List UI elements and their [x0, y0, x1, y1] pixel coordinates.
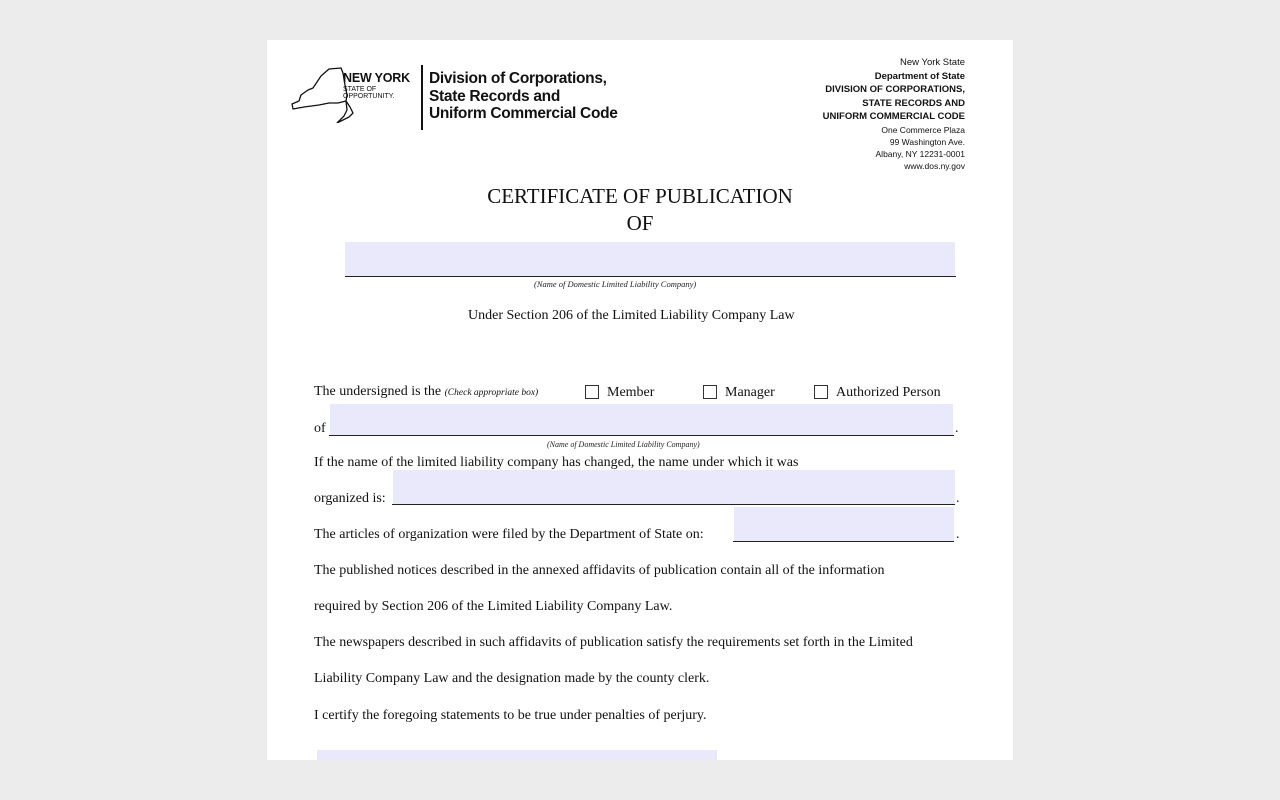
undersigned-text: The undersigned is the	[314, 384, 442, 399]
address-block	[823, 56, 965, 173]
organized-name-input[interactable]	[393, 470, 955, 505]
company-name-caption: (Name of Domestic Limited Liability Company)	[534, 279, 697, 289]
company-name-input[interactable]	[345, 242, 955, 276]
period: .	[956, 491, 960, 506]
agency-line-2: State Records and	[429, 87, 560, 105]
company-name-of-input[interactable]	[330, 404, 953, 435]
address-line: One Commerce Plaza	[881, 124, 965, 135]
period: .	[956, 527, 960, 542]
of-caption: (Name of Domestic Limited Liability Company)	[547, 440, 700, 449]
filed-label: The articles of organization were filed by the Department of State on:	[314, 527, 704, 542]
period: .	[955, 421, 959, 436]
address-line: UNIFORM COMMERCIAL CODE	[822, 111, 965, 122]
address-line: 99 Washington Ave.	[889, 136, 965, 147]
section-reference: Under Section 206 of the Limited Liability Company Law	[468, 308, 795, 323]
filing-date-underline	[733, 541, 954, 542]
filing-date-input[interactable]	[734, 507, 954, 541]
certify-statement: I certify the foregoing statements to be true under penalties of perjury.	[314, 708, 707, 723]
authorized-person-label: Authorized Person	[836, 385, 941, 400]
agency-name	[429, 70, 618, 123]
of-underline	[329, 435, 954, 436]
paragraph-2-line-2: Liability Company Law and the designation made by the county clerk.	[314, 671, 710, 686]
manager-checkbox[interactable]	[703, 385, 717, 399]
address-line: Department of State	[874, 70, 965, 82]
organized-underline	[392, 504, 955, 505]
form-title: CERTIFICATE OF PUBLICATION	[487, 184, 793, 208]
check-hint: (Check appropriate box)	[444, 388, 539, 398]
address-line: DIVISION OF CORPORATIONS,	[825, 84, 965, 95]
website-link[interactable]: www.dos.ny.gov	[904, 161, 965, 172]
form-title-of: OF	[626, 211, 654, 235]
organized-label: organized is:	[314, 491, 386, 506]
address-line: STATE RECORDS AND	[862, 97, 965, 109]
agency-line-1: Division of Corporations,	[429, 70, 607, 87]
logo-state-name: NEW YORK	[343, 71, 410, 85]
logo-divider	[421, 65, 423, 130]
of-label: of	[314, 421, 326, 436]
agency-line-3: Uniform Commercial Code	[429, 105, 618, 122]
company-name-underline	[345, 276, 956, 277]
member-checkbox[interactable]	[585, 385, 599, 399]
paragraph-1-line-2: required by Section 206 of the Limited Liability Company Law.	[314, 599, 673, 614]
address-line: New York State	[900, 57, 965, 68]
manager-label: Manager	[725, 385, 775, 400]
undersigned-label	[314, 384, 538, 401]
authorized-person-checkbox[interactable]	[814, 385, 828, 399]
paragraph-2-line-1: The newspapers described in such affidavits of publication satisfy the requirements set forth in the Limited	[314, 635, 913, 650]
name-changed-text: If the name of the limited liability company has changed, the name under which it was	[314, 455, 799, 470]
member-label: Member	[607, 385, 655, 400]
address-line: Albany, NY 12231-0001	[875, 149, 965, 160]
paragraph-1-line-1: The published notices described in the annexed affidavits of publication contain all of the information	[314, 563, 885, 578]
logo-tagline: STATE OF OPPORTUNITY.	[343, 86, 395, 100]
document-page	[267, 40, 1013, 760]
signature-input[interactable]	[317, 750, 717, 760]
